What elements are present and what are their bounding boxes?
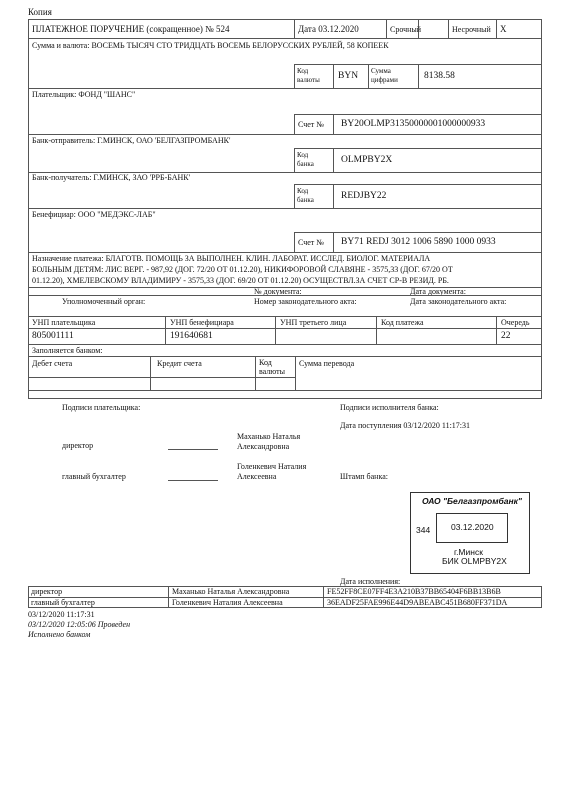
exec-row-1-name: Маханько Наталья Александровна bbox=[172, 587, 290, 596]
unp-third-party-header: УНП третьего лица bbox=[280, 318, 347, 327]
bank-signatures-title: Подписи исполнителя банка: bbox=[340, 403, 439, 412]
bank-fill-title: Заполняется банком: bbox=[32, 346, 103, 355]
document-date: Дата 03.12.2020 bbox=[298, 24, 359, 34]
stamp-bik: БИК OLMPBY2X bbox=[442, 556, 507, 566]
beneficiary-account: BY71 REDJ 3012 1006 5890 1000 0933 bbox=[341, 237, 496, 247]
exec-row-2-name: Голенкевич Наталия Алексеевна bbox=[172, 598, 283, 607]
unp-payer-header: УНП плательщика bbox=[32, 318, 96, 327]
unp-beneficiary-header: УНП бенефициара bbox=[170, 318, 234, 327]
exec-row-2-hash: 36EADF25FAE996E44D9ABEABC451B680FF371DA bbox=[327, 598, 508, 607]
payer-bank-code: OLMPBY2X bbox=[341, 155, 393, 165]
payment-form bbox=[28, 19, 542, 399]
accountant-name-line-1: Голенкевич Наталия bbox=[237, 462, 307, 471]
sum-digits-label-2: цифрами bbox=[371, 76, 398, 84]
payer-signatures-title: Подписи плательщика: bbox=[62, 403, 141, 412]
beneficiary-label: Бенефициар: ООО "МЕДЭКС-ЛАБ" bbox=[32, 210, 156, 219]
bank-currency-code-header: Код bbox=[259, 358, 272, 367]
document-date-label: Дата документа: bbox=[410, 287, 466, 296]
exec-row-1-role: директор bbox=[31, 587, 63, 596]
director-signature-line bbox=[168, 449, 218, 450]
unp-payer-value: 805001111 bbox=[32, 331, 74, 341]
document-number-label: № документа: bbox=[254, 287, 302, 296]
sum-digits-label: Сумма bbox=[371, 67, 391, 75]
stamp-city: г.Минск bbox=[454, 547, 483, 557]
payment-purpose-line-1: Назначение платежа: БЛАГОТВ. ПОМОЩЬ ЗА ВЫПОЛНЕН. КЛИН. ЛАБОРАТ. ИССЛЕД. БИОЛОГ. МАТЕРИАЛА bbox=[32, 254, 431, 263]
urgent-label: Срочный bbox=[390, 25, 422, 34]
accountant-signature-line bbox=[168, 480, 218, 481]
act-number-label: Номер законодательного акта: bbox=[254, 297, 357, 306]
payer-bank-code-label-2: банка bbox=[297, 160, 314, 168]
accountant-label: главный бухгалтер bbox=[62, 472, 126, 481]
exec-row-1-hash: FE52FF8CE07FF4E3A210B37BB65404F6BB13B6B bbox=[327, 587, 501, 596]
credit-account-header: Кредит счета bbox=[157, 359, 202, 368]
execution-log-2: 03/12/2020 12:05:06 Проведен bbox=[28, 620, 131, 629]
receipt-date: Дата поступления 03/12/2020 11:17:31 bbox=[340, 421, 471, 430]
sum-digits: 8138.58 bbox=[424, 71, 455, 81]
payer-label: Плательщик: ФОНД "ШАНС" bbox=[32, 90, 136, 99]
director-name-line-1: Маханько Наталья bbox=[237, 432, 301, 441]
currency-code-label-2: валюты bbox=[297, 76, 320, 84]
beneficiary-bank-code: REDJBY22 bbox=[341, 191, 387, 201]
stamp-bank-name: ОАО "Белгазпромбанк" bbox=[422, 496, 522, 506]
queue-value: 22 bbox=[501, 331, 511, 341]
exec-row-2-role: главный бухгалтер bbox=[31, 598, 95, 607]
bank-currency-code-header-2: валюты bbox=[259, 367, 286, 376]
director-name-line-2: Александровна bbox=[237, 442, 290, 451]
bank-stamp-label: Штамп банка: bbox=[340, 472, 388, 481]
beneficiary-bank-code-label: Код bbox=[297, 187, 309, 195]
copy-label: Копия bbox=[28, 7, 52, 17]
payment-code-header: Код платежа bbox=[381, 318, 424, 327]
payer-account: BY20OLMP31350000001000000933 bbox=[341, 119, 486, 129]
beneficiary-bank-label: Банк-получатель: Г.МИНСК, ЗАО 'РРБ-БАНК' bbox=[32, 173, 191, 182]
execution-date-label: Дата исполнения: bbox=[340, 577, 401, 586]
payment-purpose-line-3: 01.12.20), ХМЕЛЕВСКОМУ ВЛАДИМИРУ - 3575,33 (ДОГ. 69/20 ОТ 01.12.20) ОСУЩЕСТВЛ.ЗА СЧЕТ СР-В РЕЗИД. РБ. bbox=[32, 276, 449, 285]
payment-purpose-line-2: БОЛЬНЫМ ДЕТЯМ: ЛИС ВЕРГ. - 987,92 (ДОГ. 72/20 ОТ 01.12.20), НИКИФОРОВОЙ СЛАВЯНЕ - 3575,33 (ДОГ. 67/20 ОТ bbox=[32, 265, 453, 274]
stamp-date: 03.12.2020 bbox=[451, 522, 494, 532]
execution-log-1: 03/12/2020 11:17:31 bbox=[28, 610, 95, 619]
stamp-number: 344 bbox=[416, 525, 431, 535]
debit-account-header: Дебет счета bbox=[32, 359, 73, 368]
non-urgent-label: Несрочный bbox=[452, 25, 491, 34]
amount-in-words: Сумма и валюта: ВОСЕМЬ ТЫСЯЧ СТО ТРИДЦАТЬ ВОСЕМЬ БЕЛОРУССКИХ РУБЛЕЙ, 58 КОПЕЕК bbox=[32, 41, 389, 50]
director-label: директор bbox=[62, 441, 94, 450]
non-urgent-mark: X bbox=[500, 24, 507, 34]
payer-bank-label: Банк-отправитель: Г.МИНСК, ОАО 'БЕЛГАЗПРОМБАНК' bbox=[32, 136, 231, 145]
execution-log-3: Исполнено банком bbox=[28, 630, 91, 639]
queue-header: Очередь bbox=[501, 318, 530, 327]
payer-account-label: Счет № bbox=[298, 120, 324, 129]
act-date-label: Дата законодательного акта: bbox=[410, 297, 507, 306]
beneficiary-account-label: Счет № bbox=[298, 238, 324, 247]
accountant-name-line-2: Алексеевна bbox=[237, 472, 277, 481]
authority-label: Уполномоченный орган: bbox=[62, 297, 146, 306]
transfer-amount-header: Сумма перевода bbox=[299, 359, 355, 368]
currency-code-label: Код bbox=[297, 67, 309, 75]
document-title: ПЛАТЕЖНОЕ ПОРУЧЕНИЕ (сокращенное) № 524 bbox=[32, 24, 230, 34]
currency-code: BYN bbox=[338, 71, 359, 81]
payer-bank-code-label: Код bbox=[297, 151, 309, 159]
unp-beneficiary-value: 191640681 bbox=[170, 331, 213, 341]
beneficiary-bank-code-label-2: банка bbox=[297, 196, 314, 204]
